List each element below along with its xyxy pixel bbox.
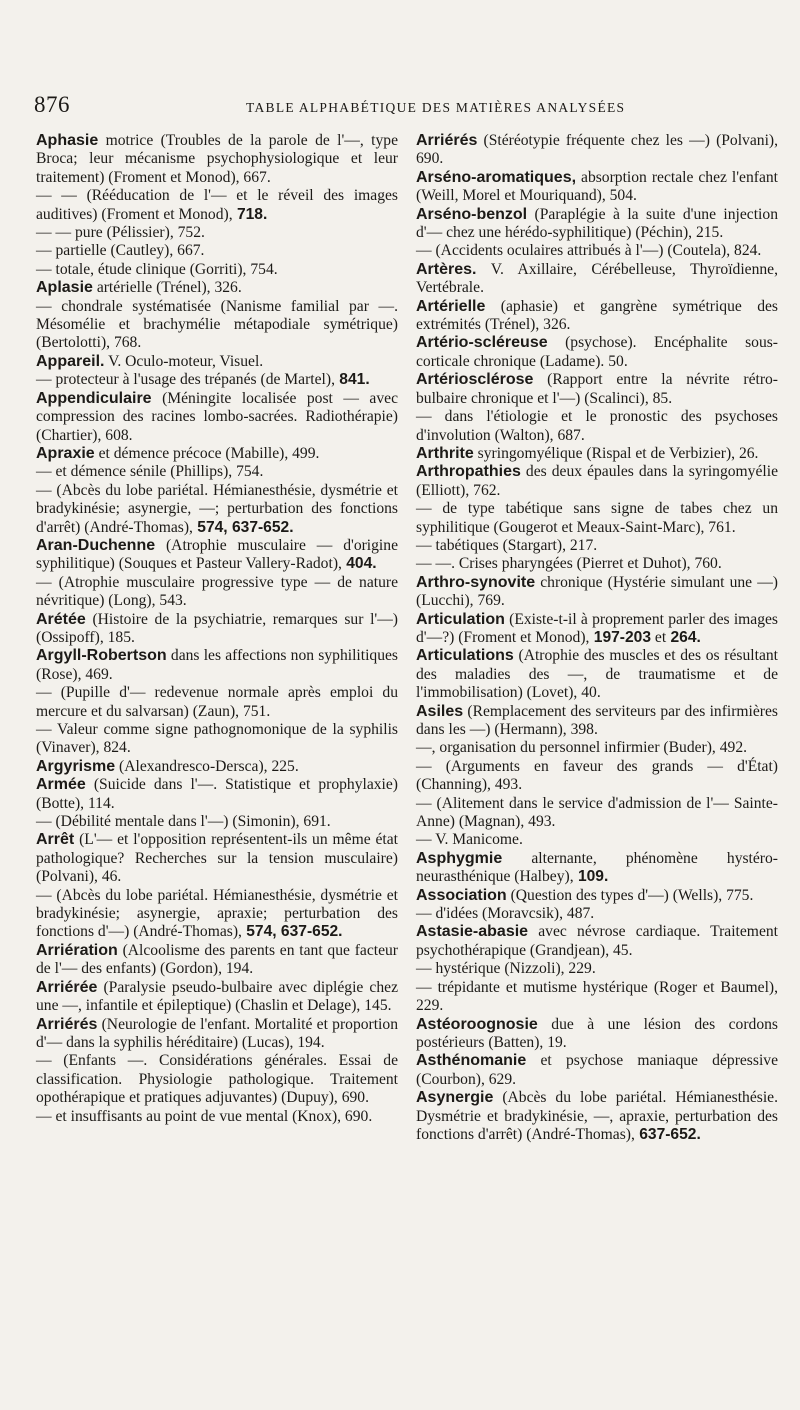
entry-text: (Atrophie des muscles et des os résultant des maladies des —, de traumatisme et de l'immobilisation) (Lovet), 40. — [416, 647, 778, 702]
entry-headword: Articulation — [416, 610, 505, 628]
index-entry — [416, 831, 778, 849]
entry-text: alternante, phénomène hystéro-neurasthénique (Halbey), — [416, 849, 778, 886]
entry-text: (Rapport entre la névrite rétro-bulbaire chronique et l'—) (Scalinci), 85. — [416, 371, 778, 407]
entry-headword: Asphygmie — [416, 849, 503, 867]
index-entry — [416, 169, 778, 206]
entry-bold-pages: 637-652. — [634, 1125, 701, 1143]
entry-headword: Arétée — [36, 610, 86, 628]
entry-text: — d'idées (Moravcsik), 487. — [416, 905, 595, 923]
entry-headword: Argyll-Robertson — [36, 647, 167, 665]
page-number: 876 — [34, 92, 70, 117]
entry-headword: Articulations — [416, 647, 514, 665]
entry-headword: Artério-scléreuse — [416, 334, 548, 352]
index-entry — [416, 445, 778, 463]
entry-headword: Argyrisme — [36, 757, 116, 775]
entry-headword: Arriérés — [416, 132, 478, 149]
entry-headword: Astasie-abasie — [416, 923, 529, 941]
entry-text: et démence précoce (Mabille), 499. — [94, 444, 320, 462]
index-entry — [416, 408, 778, 445]
index-entry — [416, 463, 778, 500]
index-entry — [36, 445, 398, 463]
entry-text: (Méningite localisée post — avec compression des racines lombo-sacrées. Radiothérapie) (Chartier), 608. — [36, 389, 398, 444]
entry-headword: Arséno-aromatiques, — [416, 168, 577, 186]
index-entry — [36, 482, 398, 537]
index-entry — [416, 905, 778, 923]
entry-bold-pages: 197-203 — [589, 628, 652, 646]
entry-text: — — (Rééducation de l'— et le réveil des images auditives) (Froment et Monod), — [36, 187, 398, 223]
entry-text: due à une lésion des cordons postérieurs (Batten), 19. — [416, 1015, 778, 1051]
index-entry — [36, 758, 398, 776]
entry-text: — (Débilité mentale dans l'—) (Simonin), 691. — [36, 813, 331, 831]
entry-text: — (Accidents oculaires attribués à l'—) (Coutela), 824. — [416, 242, 762, 260]
index-entry — [36, 942, 398, 979]
entry-text: absorption rectale chez l'enfant (Weill, Morel et Mouriquand), 504. — [416, 168, 778, 205]
entry-text: — — pure (Pélissier), 752. — [36, 224, 205, 242]
entry-headword: Artères. — [416, 260, 477, 278]
index-entry — [416, 261, 778, 298]
index-entry — [36, 353, 398, 371]
index-entry — [416, 1089, 778, 1144]
index-entry — [416, 979, 778, 1016]
index-entry — [36, 684, 398, 721]
entry-text: (Question des types d'—) (Wells), 775. — [506, 886, 754, 904]
index-entry — [416, 555, 778, 573]
entry-headword: Armée — [36, 776, 86, 794]
entry-text: — (Abcès du lobe pariétal. Hémianesthésie, dysmétrie et bradykinésie; asynergie, —; perturbation des fonctions d'arrêt) (André-Thomas), — [36, 481, 398, 536]
entry-text: (Suicide dans l'—. Statistique et prophylaxie) (Botte), 114. — [36, 776, 398, 812]
index-entry — [36, 979, 398, 1016]
index-entry — [36, 390, 398, 445]
entry-text: (Atrophie musculaire — d'origine syphilitique) (Souques et Pasteur Vallery-Radot), — [36, 536, 398, 573]
entry-text: (Paraplégie à la suite d'une injection d'— chez une hérédo-syphilitique) (Péchin), 215. — [416, 205, 778, 242]
entry-text: motrice (Troubles de la parole de l'—, type Broca; leur mécanisme psychophysiologique et leur traitement) (Froment et Monod), 667. — [36, 132, 398, 186]
index-entry — [416, 739, 778, 757]
entry-text: (Neurologie de l'enfant. Mortalité et proportion d'— dans la syphilis héréditaire) (Lucas), 194. — [36, 1015, 398, 1051]
index-entry — [36, 831, 398, 886]
entry-headword: Aphasie — [36, 132, 99, 149]
entry-headword: Asynergie — [416, 1089, 494, 1107]
entry-text: — tabétiques (Stargart), 217. — [416, 536, 598, 554]
index-entry — [416, 1016, 778, 1053]
entry-bold-pages: 404. — [341, 555, 377, 573]
index-entry — [416, 242, 778, 260]
entry-text: (Histoire de la psychiatrie, remarques sur l'—) (Ossipoff), 185. — [36, 610, 398, 646]
index-entry — [416, 795, 778, 832]
entry-text: (Stéréotypie fréquente chez les —) (Polvani), 690. — [416, 132, 778, 168]
entry-text: (Abcès du lobe pariétal. Hémianesthésie. Dysmétrie et bradykinésie, —, apraxie, perturbation des fonctions d'arrêt) (André-Thomas), — [416, 1089, 778, 1143]
entry-text: syringomyélique (Rispal et de Verbizier), 26. — [473, 444, 759, 462]
entry-text: —, organisation du personnel infirmier (Buder), 492. — [416, 739, 748, 757]
index-entry — [36, 463, 398, 481]
entry-bold-pages: 574, 637-652. — [241, 923, 343, 941]
index-entry — [36, 298, 398, 353]
entry-text: — et démence sénile (Phillips), 754. — [36, 463, 264, 481]
index-entry — [416, 334, 778, 371]
entry-bold-pages: 264. — [666, 628, 701, 646]
entry-text: (Paralysie pseudo-bulbaire avec diplégie chez une —, infantile et épileptique) (Chaslin et Delage), 145. — [36, 978, 398, 1015]
entry-text: V. Oculo-moteur, Visuel. — [104, 352, 264, 370]
entry-text: — —. Crises pharyngées (Pierret et Duhot), 760. — [416, 555, 722, 573]
entry-text: — (Arguments en faveur des grands — d'État) (Channing), 493. — [416, 757, 778, 794]
index-entry — [416, 371, 778, 408]
entry-text: et psychose maniaque dépressive (Courbon), 629. — [416, 1052, 778, 1088]
index-entry — [416, 758, 778, 795]
entry-headword: Arthrite — [416, 444, 474, 462]
index-entry — [416, 887, 778, 905]
index-entry — [416, 206, 778, 243]
entry-text: — V. Manicome. — [416, 831, 523, 849]
entry-headword: Association — [416, 886, 507, 904]
entry-text: (Existe-t-il à proprement parler des images d'—?) (Froment et Monod), — [416, 610, 778, 646]
index-entry — [416, 537, 778, 555]
entry-text: — hystérique (Nizzoli), 229. — [416, 960, 596, 978]
index-entry — [36, 776, 398, 813]
index-entry — [416, 574, 778, 611]
entry-text: des deux épaules dans la syringomyélie (Elliott), 762. — [416, 463, 778, 499]
index-entry — [36, 1108, 398, 1126]
index-entry — [36, 537, 398, 574]
entry-text: (Remplacement des serviteurs par des infirmières dans les —) (Hermann), 398. — [416, 702, 778, 738]
entry-text: — et insuffisants au point de vue mental (Knox), 690. — [36, 1107, 373, 1125]
entry-headword: Arthro-synovite — [416, 573, 536, 591]
index-entry — [36, 647, 398, 684]
entry-text: — (Atrophie musculaire progressive type — de nature névritique) (Long), 543. — [36, 573, 398, 610]
entry-text: — (Abcès du lobe pariétal. Hémianesthésie, dysmétrie et bradykinésie; asynergie, apraxie; perturbation des fonctions d'—) (André-Thomas), — [36, 886, 398, 941]
index-entry — [416, 611, 778, 648]
entry-headword: Appendiculaire — [36, 389, 152, 407]
entry-headword: Aplasie — [36, 279, 93, 297]
index-entry — [36, 887, 398, 942]
index-entry — [416, 1052, 778, 1089]
index-entry — [36, 242, 398, 260]
entry-text: — (Alitement dans le service d'admission de l'— Sainte-Anne) (Magnan), 493. — [416, 794, 778, 831]
entry-text: — dans l'étiologie et le pronostic des psychoses d'involution (Walton), 687. — [416, 408, 778, 444]
entry-text: (Alexandresco-Dersca), 225. — [115, 757, 299, 775]
entry-headword: Artérielle — [416, 297, 486, 315]
entry-text: — totale, étude clinique (Gorriti), 754. — [36, 260, 278, 278]
entry-headword: Apraxie — [36, 444, 95, 462]
entry-text: — partielle (Cautley), 667. — [36, 242, 205, 260]
entry-headword: Aran-Duchenne — [36, 536, 156, 554]
entry-text: avec névrose cardiaque. Traitement psychothérapique (Grandjean), 45. — [416, 923, 778, 959]
entry-headword: Asiles — [416, 702, 464, 720]
running-title: TABLE ALPHABÉTIQUE DES MATIÈRES ANALYSÉES — [246, 100, 626, 115]
left-column — [36, 132, 398, 1126]
index-entry — [36, 261, 398, 279]
entry-headword: Artériosclérose — [416, 371, 534, 389]
entry-text: chronique (Hystérie simulant une —) (Lucchi), 769. — [416, 573, 778, 610]
entry-headword: Astéoroognosie — [416, 1015, 538, 1033]
index-entry — [416, 960, 778, 978]
index-entry — [36, 574, 398, 611]
index-entry — [36, 187, 398, 224]
entry-text: (aphasie) et gangrène symétrique des extrémités (Trénel), 326. — [416, 297, 778, 334]
entry-bold-pages: 109. — [573, 868, 609, 886]
entry-text: artérielle (Trénel), 326. — [92, 279, 242, 297]
index-entry — [416, 298, 778, 335]
entry-text: — (Enfants —. Considérations générales. Essai de classification. Physiologie pathologique. Traitement opothérapique et pratiques adjuvantes) (Dupuy), 690. — [36, 1052, 398, 1107]
entry-text: — (Pupille d'— redevenue normale après emploi du mercure et du salvarsan) (Zaun), 751. — [36, 684, 398, 720]
entry-text: — trépidante et mutisme hystérique (Roger et Baumel), 229. — [416, 978, 778, 1015]
index-entry — [416, 850, 778, 887]
entry-bold-pages: 718. — [232, 205, 268, 223]
index-entry — [36, 1052, 398, 1107]
index-entry — [36, 813, 398, 831]
entry-text: — Valeur comme signe pathognomonique de la syphilis (Vinaver), 824. — [36, 721, 398, 757]
index-entry — [416, 132, 778, 169]
entry-text: — de type tabétique sans signe de tabes chez un syphilitique (Gougerot et Meaux-Saint-Marc), 761. — [416, 500, 778, 536]
index-entry — [36, 224, 398, 242]
right-column — [416, 132, 778, 1144]
entry-text: (psychose). Encéphalite sous-corticale chronique (Ladame). 50. — [416, 334, 778, 370]
entry-bold-pages: 841. — [334, 371, 370, 389]
index-entry — [36, 279, 398, 297]
index-entry — [416, 647, 778, 702]
index-entry — [416, 923, 778, 960]
index-entry — [416, 500, 778, 537]
index-entry — [36, 721, 398, 758]
entry-headword: Arséno-benzol — [416, 205, 528, 223]
entry-text-tail: et — [651, 628, 667, 646]
index-entry — [36, 611, 398, 648]
entry-headword: Appareil. — [36, 352, 105, 370]
entry-text: — protecteur à l'usage des trépanés (de Martel), — [36, 371, 335, 389]
entry-headword: Arthropathies — [416, 463, 521, 481]
entry-text: (L'— et l'opposition représentent-ils un même état pathologique? Recherches sur la tension musculaire) (Polvani), 46. — [36, 831, 398, 886]
entry-text: dans les affections non syphilitiques (Rose), 469. — [36, 647, 398, 683]
index-entry — [416, 703, 778, 740]
index-entry — [36, 371, 398, 389]
entry-headword: Arrêt — [36, 831, 75, 849]
entry-text: V. Axillaire, Cérébelleuse, Thyroïdienne, Vertébrale. — [416, 260, 778, 297]
entry-headword: Asthénomanie — [416, 1052, 527, 1070]
entry-headword: Arriérée — [36, 978, 98, 996]
entry-bold-pages: 574, 637-652. — [192, 518, 294, 536]
index-entry — [36, 1016, 398, 1053]
entry-text: — chondrale systématisée (Nanisme familial par —. Mésomélie et brachymélie métapodiale symétrique) (Bertolotti), 768. — [36, 297, 398, 352]
index-entry — [36, 132, 398, 187]
page-header — [34, 92, 774, 122]
entry-headword: Arriération — [36, 941, 118, 959]
entry-headword: Arriérés — [36, 1015, 98, 1033]
entry-text: (Alcoolisme des parents en tant que facteur de l'— des enfants) (Gordon), 194. — [36, 941, 398, 978]
